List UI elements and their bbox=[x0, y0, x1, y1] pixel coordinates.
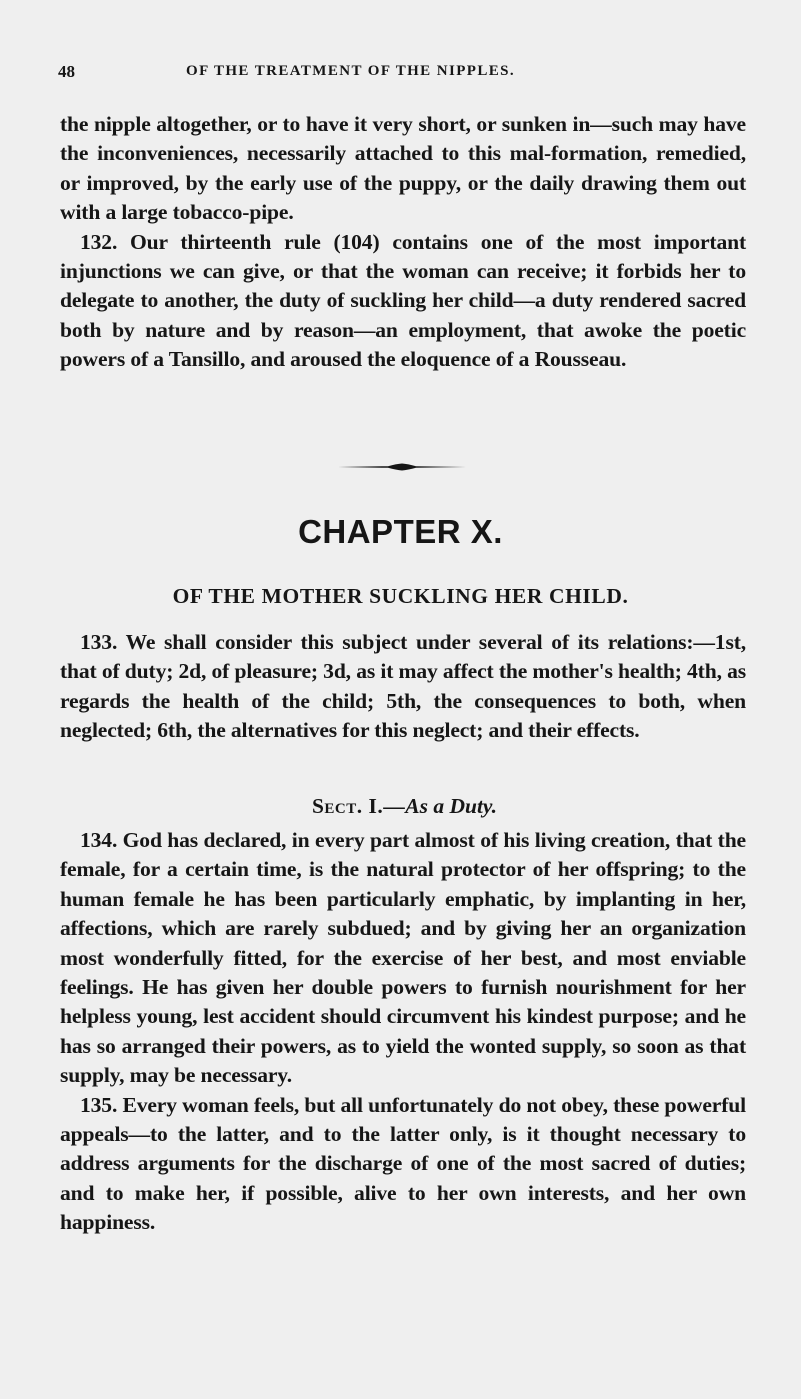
running-head bbox=[58, 62, 748, 86]
text-block-bottom bbox=[60, 826, 746, 1238]
chapter-subtitle: OF THE MOTHER SUCKLING HER CHILD. bbox=[172, 584, 629, 608]
section-title: As a Duty. bbox=[405, 794, 498, 818]
paragraph-135: 135. Every woman feels, but all unfortunately do not obey, these powerful appeals—to the latter, and to the latter only, is it thought necessary to address arguments for the discharge of one of the most sacred of duties; and to make her, if possible, alive to her own interests, and her own happiness. bbox=[60, 1092, 746, 1235]
chapter-title: CHAPTER X. bbox=[298, 513, 503, 550]
running-title: OF THE TREATMENT OF THE NIPPLES. bbox=[186, 63, 516, 79]
chapter-rule-ornament bbox=[338, 463, 466, 471]
text-block-top bbox=[60, 110, 746, 375]
paragraph-continued: the nipple altogether, or to have it very short, or sunken in—such may have the inconveniences, necessarily attached to this mal-formation, remedied, or improved, by the early use of the puppy, or the daily drawing them out with a large tobacco-pipe. bbox=[60, 112, 746, 225]
paragraph-133: 133. We shall consider this subject under several of its relations:—1st, that of duty; 2d, of pleasure; 3d, as it may affect the mother's health; 4th, as regards the health of the child; 5th, the consequences to both, when neglected; 6th, the alternatives for this neglect; and their effects. bbox=[60, 630, 746, 743]
section-label: Sect. I.— bbox=[311, 794, 406, 818]
paragraph-134: 134. God has declared, in every part almost of his living creation, that the female, for a certain time, is the natural protector of her offspring; to the human female he has been particularly emphatic, by implanting in her, affections, which are rarely subdued; and by giving her an organization most wonderfully fitted, for the exercise of her best, and most enviable feelings. He has given her double powers to furnish nourishment for her helpless young, lest accident should circumvent his kindest purpose; and he has so arranged their powers, as to yield the wonted supply, so soon as that supply, may be necessary. bbox=[60, 828, 746, 1088]
text-block-intro bbox=[60, 628, 746, 746]
section-heading bbox=[0, 794, 801, 819]
paragraph-132: 132. Our thirteenth rule (104) contains one of the most important injunctions we can give, or that the woman can receive; it forbids her to delegate to another, the duty of suckling her child—a duty rendered sacred both by nature and by reason—an employment, that awoke the poetic powers of a Tansillo, and aroused the eloquence of a Rousseau. bbox=[60, 229, 746, 372]
page-number: 48 bbox=[58, 62, 75, 81]
